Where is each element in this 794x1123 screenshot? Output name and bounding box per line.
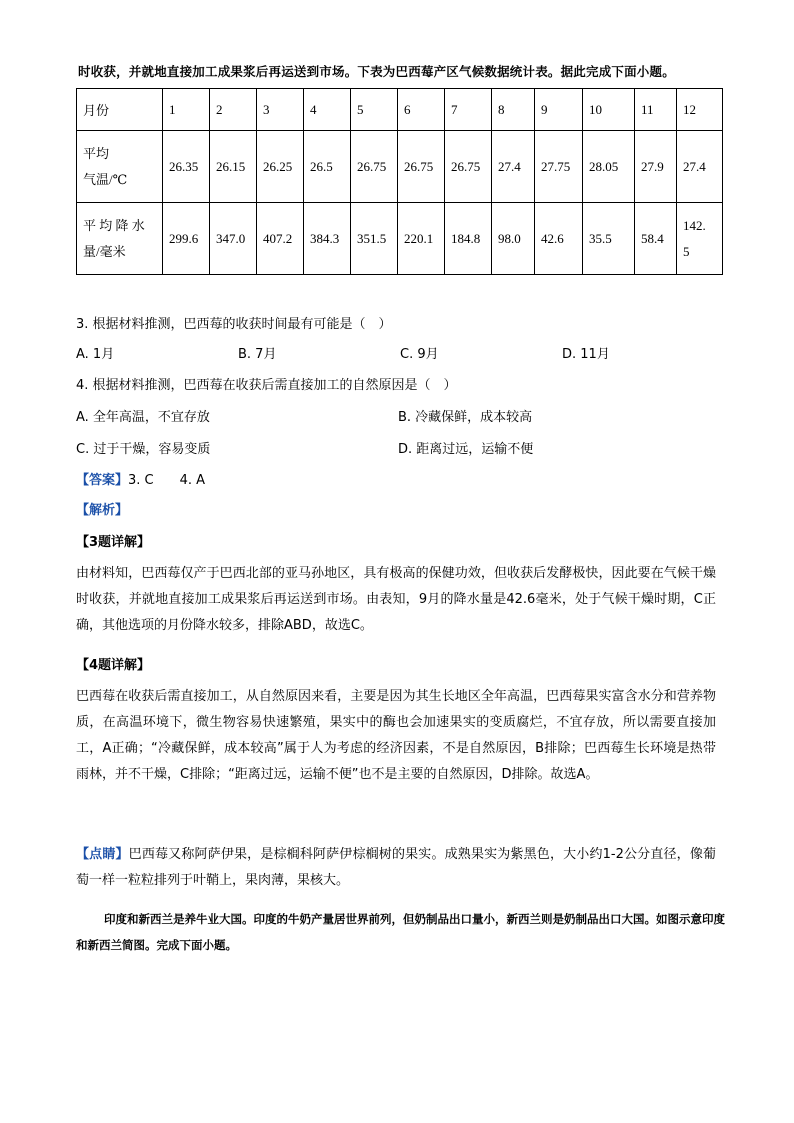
question-3-stem: 3. 根据材料推测，巴西莓的收获时间最有可能是（ ）: [76, 317, 392, 332]
temp-cell: 27.4: [677, 131, 723, 203]
question-4-option-b: B. 冷藏保鲜，成本较高: [398, 410, 533, 425]
detail-4-text: 巴西莓在收获后需直接加工，从自然原因来看，主要是因为其生长地区全年高温，巴西莓果实富含水分和营养物质，在高温环境下，微生物容易快速繁殖，果实中的酶也会加速果实的变质腐烂，不宜存放，所以需要直接加工，A正确；“冷藏保鲜，成本较高”属于人为考虑的经济因素，不是自然原因，B排除；巴西莓生长环境是热带雨林，并不干燥，C排除；“距离过远，运输不便”也不是主要的自然原因，D排除。故选A。: [76, 689, 716, 782]
rain-cell: [677, 203, 723, 275]
temp-cell: 26.25: [257, 131, 304, 203]
rain-cell: 407.2: [257, 203, 304, 275]
next-passage: 印度和新西兰是养牛业大国。印度的牛奶产量居世界前列，但奶制品出口量小，新西兰则是奶制品出口大国。如图示意印度和新西兰简图。完成下面小题。: [76, 912, 725, 952]
row-label-line: 平均: [83, 145, 110, 161]
question-4-stem: 4. 根据材料推测，巴西莓在收获后需直接加工的自然原因是（ ）: [76, 378, 457, 393]
rain-cell: 384.3: [304, 203, 351, 275]
header-cell: 10: [583, 89, 635, 131]
rain-cell-line: 5: [683, 243, 690, 259]
row-label-line: 平 均 降 水: [83, 217, 145, 233]
table-row-month: [77, 89, 723, 131]
analysis-line: [76, 501, 128, 521]
temp-cell: 27.9: [635, 131, 677, 203]
answer-tag: 【答案】: [76, 473, 129, 488]
header-cell: 4: [304, 89, 351, 131]
rain-cell: 42.6: [535, 203, 583, 275]
header-cell: 11: [635, 89, 677, 131]
row-label-line: 气温/℃: [83, 171, 128, 187]
answer-line: [76, 471, 205, 491]
temp-cell: 27.75: [535, 131, 583, 203]
rain-cell: 299.6: [163, 203, 210, 275]
answer-text: 3. C 4. A: [128, 473, 206, 488]
question-4-option-c: C. 过于干燥，容易变质: [76, 442, 211, 457]
header-cell: 月份: [77, 89, 163, 131]
temp-cell: 26.5: [304, 131, 351, 203]
table-row-precipitation: [77, 203, 723, 275]
tip-text: 巴西莓又称阿萨伊果，是棕榈科阿萨伊棕榈树的果实。成熟果实为紫黑色，大小约1-2公分直径，像葡萄一样一粒粒排列于叶鞘上，果肉薄，果核大。: [76, 847, 716, 888]
header-cell: 5: [351, 89, 398, 131]
question-4-option-d: D. 距离过远，运输不便: [398, 442, 534, 457]
question-3-option-d: D. 11月: [562, 347, 610, 362]
question-4-option-a: A. 全年高温，不宜存放: [76, 410, 210, 425]
rain-cell: 98.0: [492, 203, 535, 275]
detail-3-text: 由材料知，巴西莓仅产于巴西北部的亚马孙地区，具有极高的保健功效，但收获后发酵极快，因此要在气候干燥时收获，并就地直接加工成果浆后再运送到市场。由表知，9月的降水量是42.6毫米，处于气候干燥时期，C正确，其他选项的月份降水较多，排除ABD，故选C。: [76, 566, 716, 633]
rain-cell: 220.1: [398, 203, 445, 275]
analysis-tag: 【解析】: [76, 503, 129, 518]
question-3-option-c: C. 9月: [400, 347, 439, 362]
climate-table: [76, 88, 723, 275]
row-label-cell: [77, 131, 163, 203]
header-cell: 3: [257, 89, 304, 131]
tip-tag: 【点睛】: [76, 847, 129, 862]
header-cell: 6: [398, 89, 445, 131]
rain-cell-line: 142.: [683, 217, 706, 233]
temp-cell: 27.4: [492, 131, 535, 203]
detail-3-heading: 【3题详解】: [76, 535, 151, 550]
rain-cell: 58.4: [635, 203, 677, 275]
tip-block: [76, 842, 716, 894]
question-3-option-a: A. 1月: [76, 347, 115, 362]
table-row-temperature: [77, 131, 723, 203]
rain-cell: 184.8: [445, 203, 492, 275]
header-cell: 7: [445, 89, 492, 131]
header-cell: 2: [210, 89, 257, 131]
header-cell: 9: [535, 89, 583, 131]
temp-cell: 26.75: [351, 131, 398, 203]
temp-cell: 26.15: [210, 131, 257, 203]
intro-text: 时收获，并就地直接加工成果浆后再运送到市场。下表为巴西莓产区气候数据统计表。据此完成下面小题。: [78, 64, 675, 79]
temp-cell: 26.75: [398, 131, 445, 203]
header-cell: 1: [163, 89, 210, 131]
temp-cell: 28.05: [583, 131, 635, 203]
rain-cell: 351.5: [351, 203, 398, 275]
header-cell: 8: [492, 89, 535, 131]
row-label-line: 量/毫米: [83, 243, 126, 259]
temp-cell: 26.35: [163, 131, 210, 203]
question-3-option-b: B. 7月: [238, 347, 277, 362]
rain-cell: 347.0: [210, 203, 257, 275]
row-label-cell: [77, 203, 163, 275]
detail-4-heading: 【4题详解】: [76, 658, 151, 673]
header-cell: 12: [677, 89, 723, 131]
rain-cell: 35.5: [583, 203, 635, 275]
temp-cell: 26.75: [445, 131, 492, 203]
